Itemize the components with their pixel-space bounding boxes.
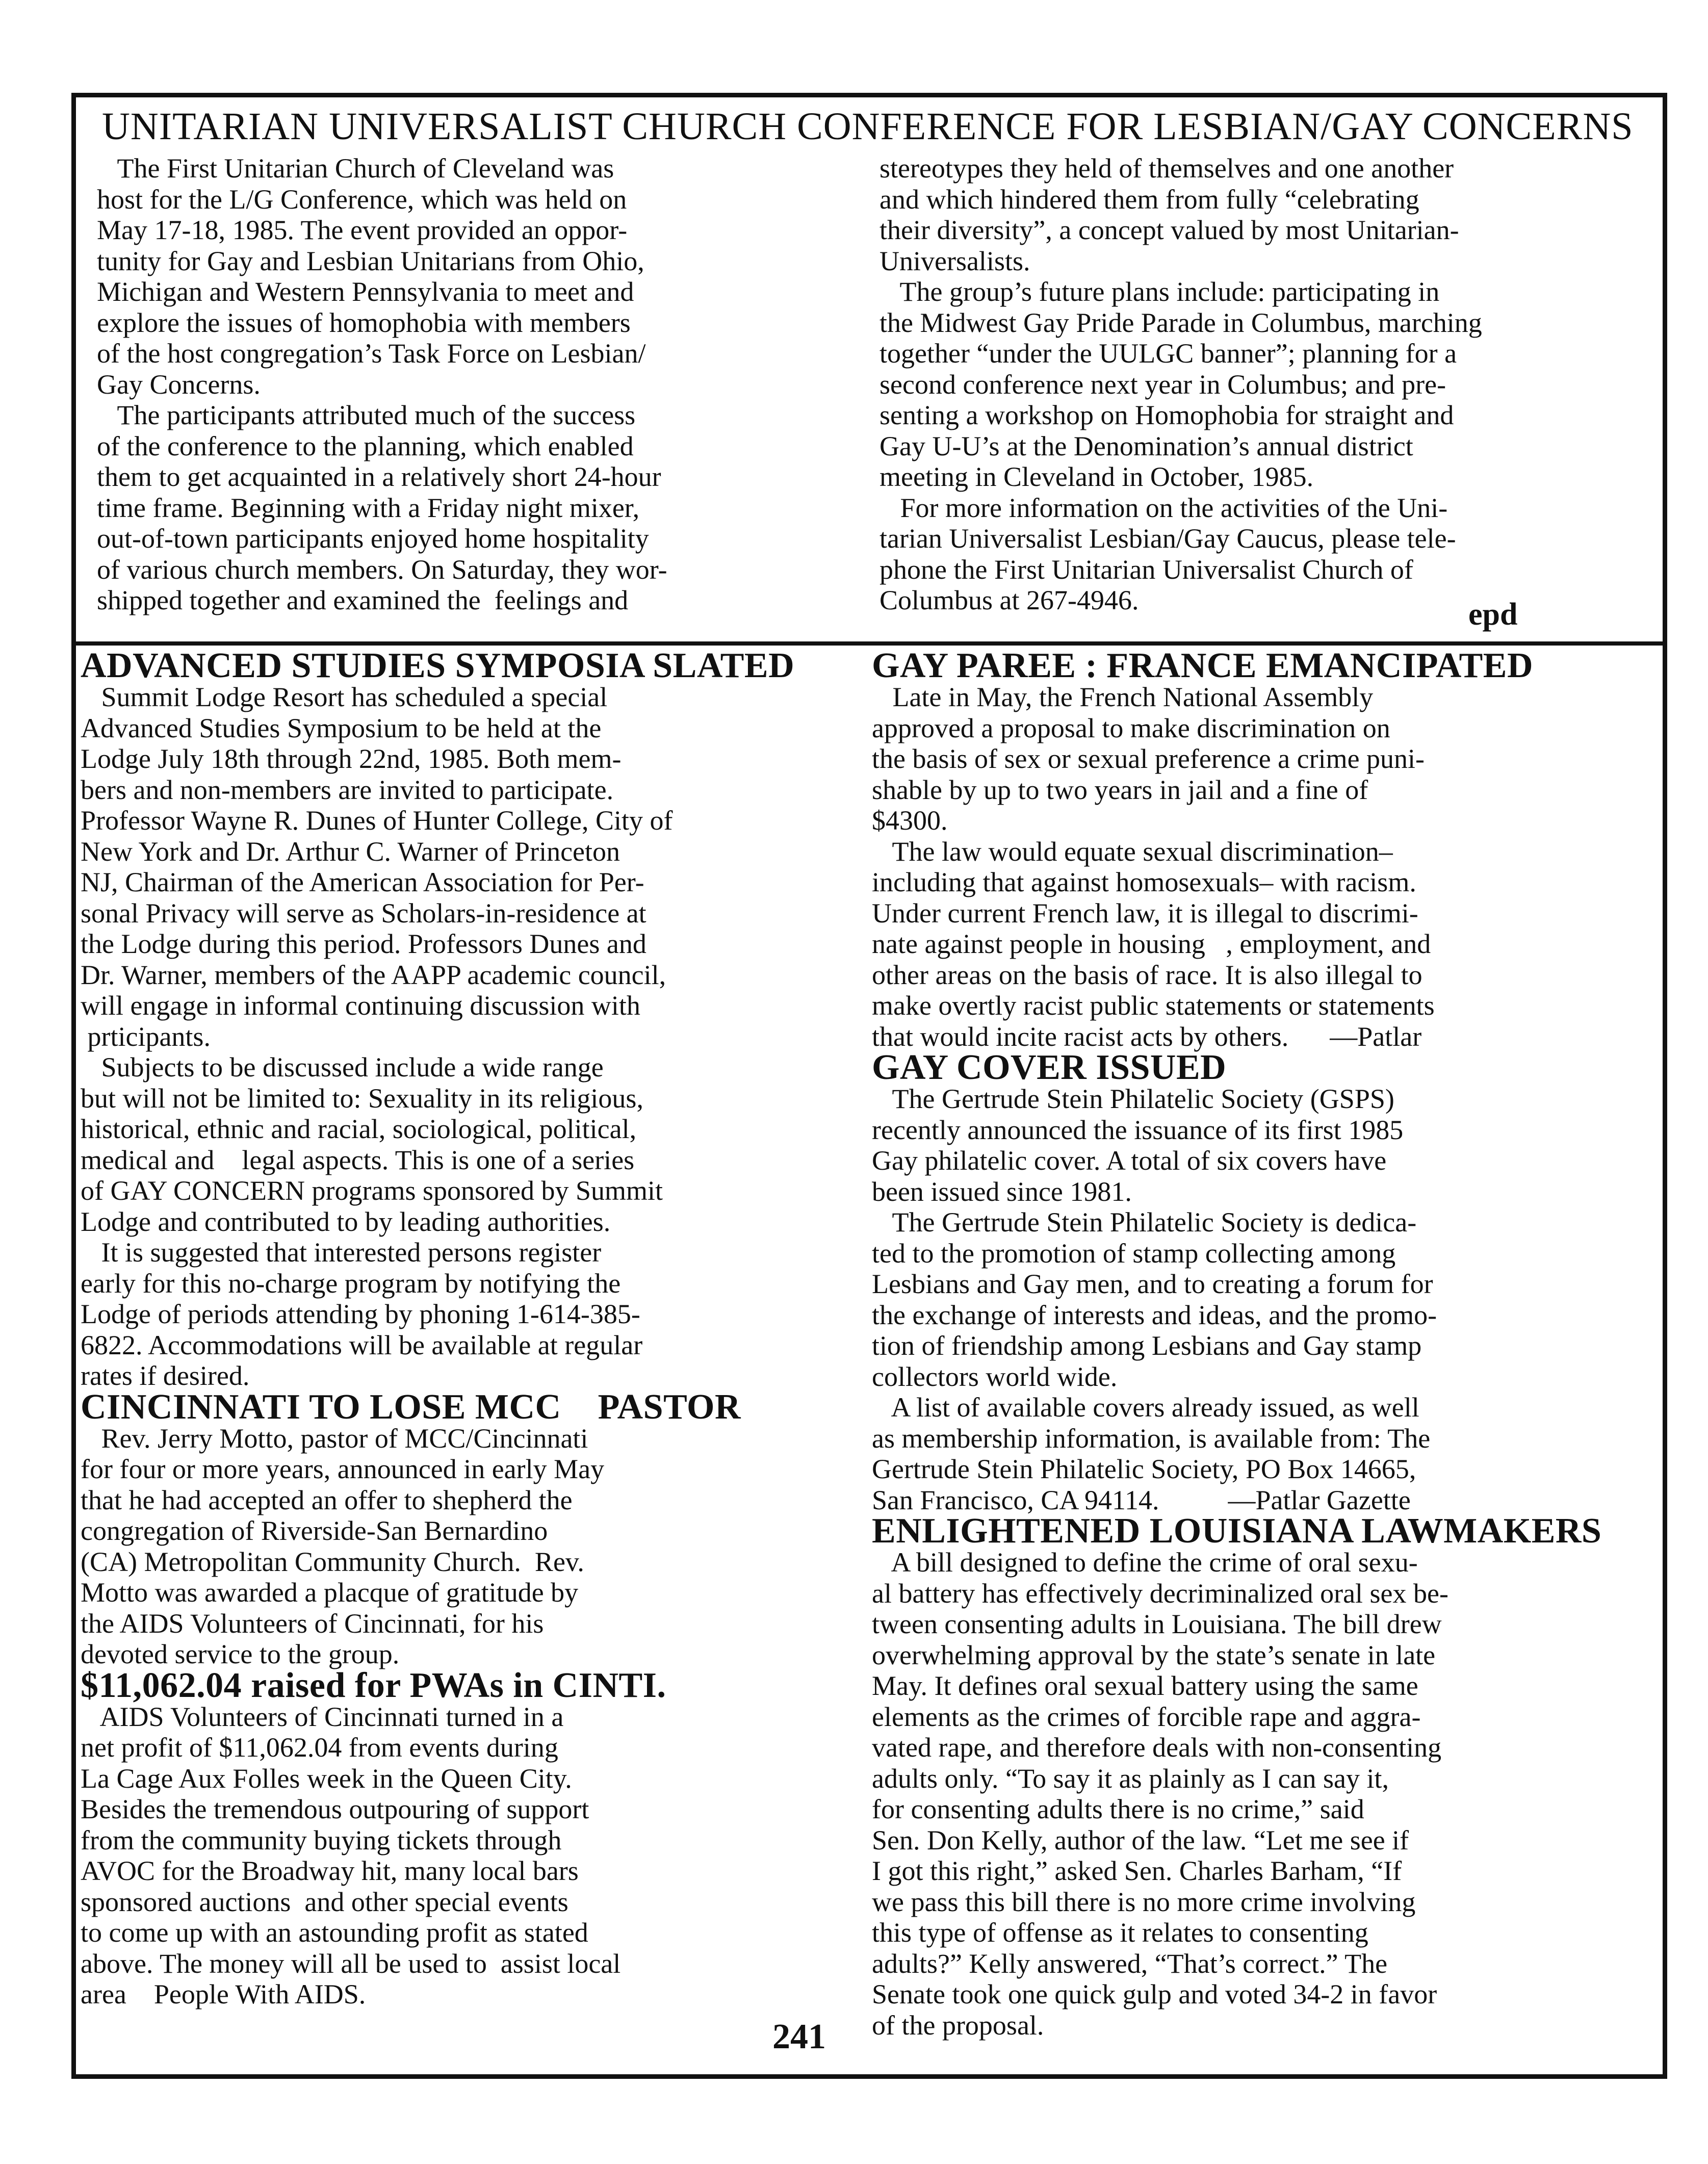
text-line: net profit of $11,062.04 from events during (81, 1732, 558, 1763)
text-line: For more information on the activities of the Uni- (879, 492, 1448, 523)
text-line: Senate took one quick gulp and voted 34-2 in favor (872, 1979, 1437, 2010)
text-line: the Midwest Gay Pride Parade in Columbus, marching (879, 307, 1482, 338)
text-line: 6822. Accommodations will be available at regular (81, 1329, 643, 1360)
text-line: been issued since 1981. (872, 1176, 1132, 1207)
top-article-signature: epd (1468, 597, 1518, 632)
text-line: devoted service to the group. (81, 1639, 400, 1669)
text-line: explore the issues of homophobia with members (97, 307, 631, 338)
text-line: their diversity”, a concept valued by most Unitarian- (879, 215, 1459, 245)
text-line: Sen. Don Kelly, author of the law. “Let me see if (872, 1824, 1409, 1856)
text-line: sonal Privacy will serve as Scholars-in-residence at (81, 897, 646, 929)
text-line: nate against people in housing , employment, and (872, 929, 1431, 959)
text-line: The law would equate sexual discrimination– (872, 836, 1393, 867)
top-article-left-column (97, 153, 667, 616)
text-line: tunity for Gay and Lesbian Unitarians from Ohio, (97, 245, 644, 276)
text-line: meeting in Cleveland in October, 1985. (879, 461, 1314, 492)
article-headline: ADVANCED STUDIES SYMPOSIA SLATED (81, 646, 795, 685)
text-line: May 17-18, 1985. The event provided an oppor- (97, 215, 628, 245)
text-line: including that against homosexuals– with racism. (872, 867, 1416, 897)
text-line: above. The money will all be used to assist local (81, 1948, 621, 1979)
text-line: but will not be limited to: Sexuality in its religious, (81, 1083, 643, 1114)
text-line: Advanced Studies Symposium to be held at the (81, 712, 602, 743)
text-line: stereotypes they held of themselves and one another (879, 153, 1454, 184)
text-line: (CA) Metropolitan Community Church. Rev. (81, 1546, 584, 1577)
text-line: historical, ethnic and racial, sociological, political, (81, 1114, 637, 1144)
text-line: that he had accepted an offer to shepherd the (81, 1484, 573, 1515)
article-headline: $11,062.04 raised for PWAs in CINTI. (81, 1665, 666, 1705)
text-line: together “under the UULGC banner”; planning for a (879, 338, 1457, 369)
text-line: that would incite racist acts by others. —Patlar (872, 1021, 1422, 1052)
text-line: Columbus at 267-4946. (879, 585, 1139, 615)
text-line: San Francisco, CA 94114. —Patlar Gazette (872, 1484, 1411, 1515)
text-line: bers and non-members are invited to participate. (81, 774, 614, 805)
text-line: rates if desired. (81, 1360, 250, 1391)
text-line: the exchange of interests and ideas, and the promo- (872, 1299, 1437, 1330)
text-line: sponsored auctions and other special events (81, 1886, 568, 1917)
text-line: shable by up to two years in jail and a fine of (872, 774, 1368, 805)
text-line: of GAY CONCERN programs sponsored by Summit (81, 1175, 663, 1206)
text-line: and which hindered them from fully “celebrating (879, 184, 1419, 215)
text-line: the AIDS Volunteers of Cincinnati, for his (81, 1608, 544, 1639)
text-line: host for the L/G Conference, which was held on (97, 184, 627, 215)
text-line: Dr. Warner, members of the AAPP academic council, (81, 959, 666, 990)
text-line: New York and Dr. Arthur C. Warner of Princeton (81, 836, 620, 867)
text-line: for consenting adults there is no crime,” said (872, 1794, 1364, 1824)
text-line: Professor Wayne R. Dunes of Hunter College, City of (81, 805, 673, 836)
text-line: The participants attributed much of the success (97, 400, 636, 430)
article-headline: CINCINNATI TO LOSE MCC PASTOR (81, 1387, 741, 1427)
text-line: Universalists. (879, 245, 1030, 276)
text-line: Subjects to be discussed include a wide range (81, 1052, 604, 1083)
text-line: the Lodge during this period. Professors Dunes and (81, 929, 646, 959)
text-line: I got this right,” asked Sen. Charles Barham, “If (872, 1856, 1402, 1886)
article-headline: GAY PAREE : FRANCE EMANCIPATED (872, 646, 1534, 685)
text-line: of the conference to the planning, which enabled (97, 430, 634, 461)
text-line: Summit Lodge Resort has scheduled a special (81, 682, 608, 712)
article-headline: ENLIGHTENED LOUISIANA LAWMAKERS (872, 1511, 1602, 1551)
text-line: area People With AIDS. (81, 1979, 366, 2010)
text-line: Motto was awarded a placque of gratitude by (81, 1577, 579, 1608)
text-line: Rev. Jerry Motto, pastor of MCC/Cincinnati (81, 1423, 588, 1454)
text-line: tween consenting adults in Louisiana. The bill drew (872, 1609, 1442, 1639)
text-line: NJ, Chairman of the American Association for Per- (81, 867, 644, 897)
text-line: AVOC for the Broadway hit, many local bars (81, 1856, 579, 1886)
text-line: out-of-town participants enjoyed home hospitality (97, 523, 649, 554)
text-line: $4300. (872, 805, 948, 836)
text-line: we pass this bill there is no more crime involving (872, 1886, 1416, 1917)
page-number: 241 (772, 2017, 826, 2056)
article-headline: GAY COVER ISSUED (872, 1048, 1227, 1087)
text-line: adults?” Kelly answered, “That’s correct.” The (872, 1948, 1388, 1979)
text-line: Gay Concerns. (97, 369, 261, 400)
text-line: early for this no-charge program by notifying the (81, 1268, 621, 1299)
text-line: Lodge and contributed to by leading authorities. (81, 1206, 611, 1237)
text-line: A bill designed to define the crime of oral sexu- (872, 1547, 1418, 1578)
text-line: The group’s future plans include: participating in (879, 276, 1440, 307)
left-column (81, 646, 795, 2010)
text-line: of various church members. On Saturday, they wor- (97, 554, 667, 585)
text-line: Gay U-U’s at the Denomination’s annual district (879, 430, 1413, 461)
text-line: May. It defines oral sexual battery using the same (872, 1670, 1418, 1701)
text-line: recently announced the issuance of its first 1985 (872, 1114, 1404, 1145)
text-line: Lodge July 18th through 22nd, 1985. Both mem- (81, 743, 622, 774)
right-column (872, 646, 1602, 2041)
text-line: shipped together and examined the feelings and (97, 585, 629, 615)
text-line: A list of available covers already issued, as well (872, 1392, 1419, 1423)
text-line: time frame. Beginning with a Friday night mixer, (97, 492, 640, 523)
text-line: medical and legal aspects. This is one of a series (81, 1144, 635, 1175)
text-line: tion of friendship among Lesbians and Gay stamp (872, 1330, 1422, 1361)
text-line: to come up with an astounding profit as stated (81, 1917, 588, 1948)
text-line: of the host congregation’s Task Force on Lesbian/ (97, 338, 646, 369)
text-line: overwhelming approval by the state’s senate in late (872, 1639, 1436, 1670)
text-line: phone the First Unitarian Universalist Church of (879, 554, 1413, 585)
text-line: this type of offense as it relates to consenting (872, 1917, 1368, 1948)
text-line: Late in May, the French National Assembly (872, 682, 1374, 712)
text-line: It is suggested that interested persons register (81, 1237, 602, 1268)
text-line: them to get acquainted in a relatively short 24-hour (97, 461, 661, 492)
text-line: collectors world wide. (872, 1361, 1118, 1392)
text-line: adults only. “To say it as plainly as I can say it, (872, 1763, 1389, 1794)
text-line: Under current French law, it is illegal to discrimi- (872, 897, 1418, 929)
text-line: tarian Universalist Lesbian/Gay Caucus, please tele- (879, 523, 1456, 554)
text-line: other areas on the basis of race. It is also illegal to (872, 959, 1422, 990)
text-line: approved a proposal to make discrimination on (872, 712, 1390, 743)
text-line: Michigan and Western Pennsylvania to meet and (97, 276, 634, 307)
text-line: congregation of Riverside-San Bernardino (81, 1515, 548, 1546)
text-line: the basis of sex or sexual preference a crime puni- (872, 743, 1425, 774)
text-line: vated rape, and therefore deals with non-consenting (872, 1732, 1442, 1763)
section-divider (71, 641, 1667, 646)
text-line: prticipants. (81, 1021, 211, 1052)
text-line: as membership information, is available from: The (872, 1423, 1431, 1454)
text-line: Besides the tremendous outpouring of support (81, 1794, 589, 1824)
text-line: AIDS Volunteers of Cincinnati turned in a (81, 1701, 564, 1732)
text-line: The Gertrude Stein Philatelic Society (GSPS) (872, 1084, 1394, 1114)
text-line: of the proposal. (872, 2010, 1044, 2041)
text-line: The First Unitarian Church of Cleveland was (97, 153, 614, 184)
text-line: La Cage Aux Folles week in the Queen City. (81, 1763, 572, 1794)
text-line: elements as the crimes of forcible rape and aggra- (872, 1701, 1421, 1732)
text-line: Lesbians and Gay men, and to creating a forum for (872, 1269, 1433, 1299)
text-line: Lodge of periods attending by phoning 1-614-385- (81, 1299, 640, 1329)
text-line: Gay philatelic cover. A total of six covers have (872, 1145, 1387, 1176)
text-line: senting a workshop on Homophobia for straight and (879, 400, 1454, 430)
text-line: from the community buying tickets through (81, 1824, 562, 1856)
text-line: second conference next year in Columbus; and pre- (879, 369, 1446, 400)
text-line: will engage in informal continuing discussion with (81, 990, 640, 1021)
text-line: for four or more years, announced in early May (81, 1454, 605, 1484)
text-line: Gertrude Stein Philatelic Society, PO Box 14665, (872, 1454, 1416, 1484)
text-line: al battery has effectively decriminalized oral sex be- (872, 1578, 1448, 1609)
text-line: make overtly racist public statements or statements (872, 990, 1435, 1021)
top-article-title: UNITARIAN UNIVERSALIST CHURCH CONFERENCE FOR LESBIAN/GAY CONCERNS (102, 105, 1634, 148)
top-article-right-column (879, 153, 1482, 616)
text-line: The Gertrude Stein Philatelic Society is dedica- (872, 1207, 1417, 1238)
text-line: ted to the promotion of stamp collecting among (872, 1238, 1396, 1269)
